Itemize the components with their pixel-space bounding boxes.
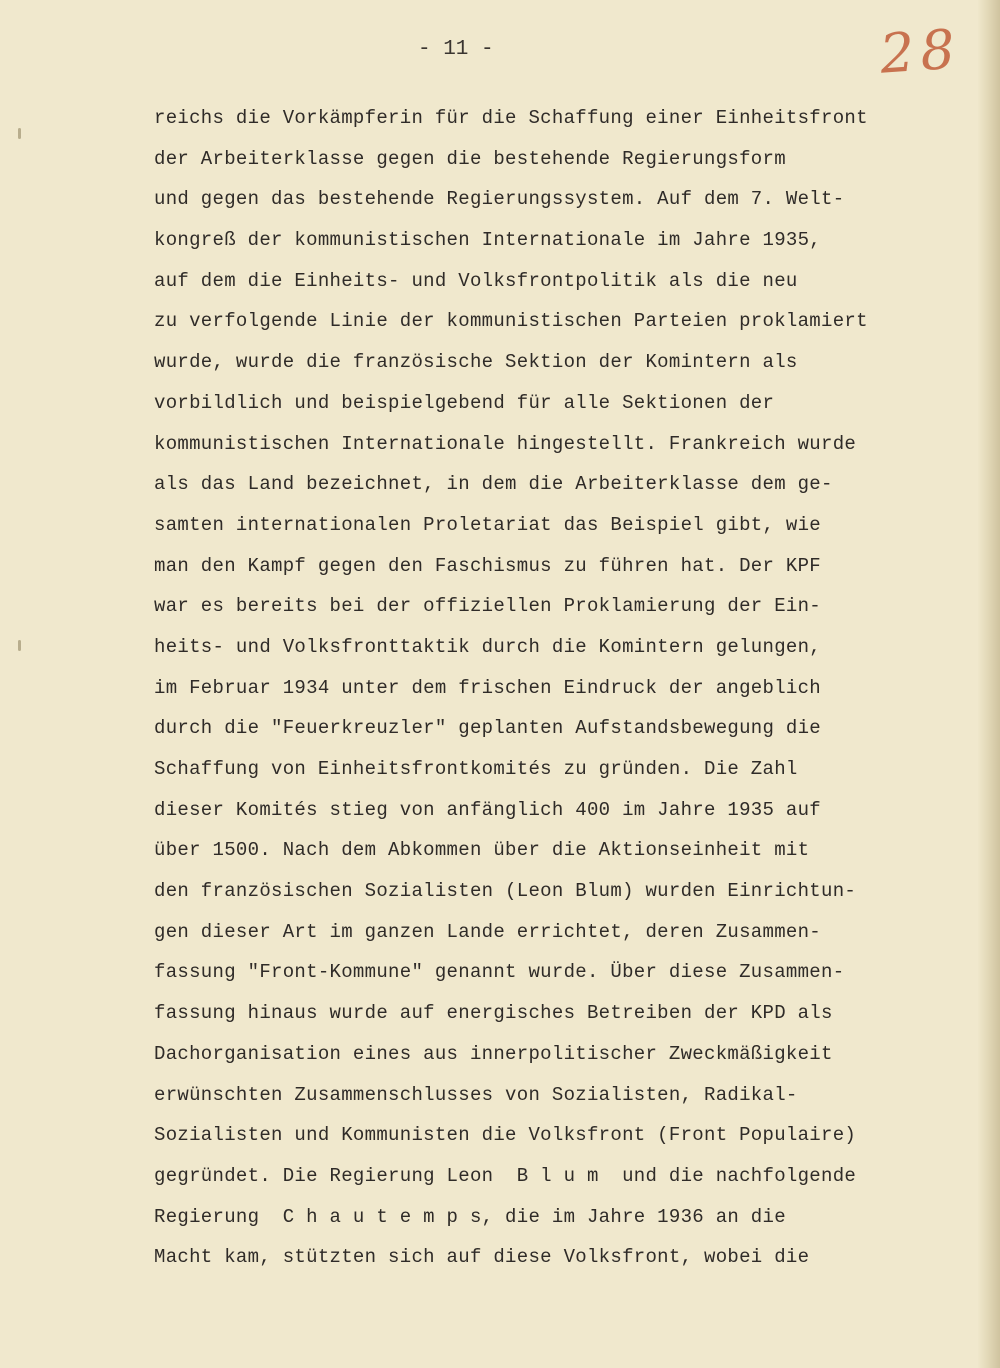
text-line: fassung "Front-Kommune" genannt wurde. Über diese Zusammen- bbox=[154, 961, 845, 984]
text-line: Macht kam, stützten sich auf diese Volksfront, wobei die bbox=[154, 1246, 810, 1269]
text-line: Dachorganisation eines aus innerpolitischer Zweckmäßigkeit bbox=[154, 1042, 833, 1065]
text-line: und gegen das bestehende Regierungssystem. Auf dem 7. Welt- bbox=[154, 188, 845, 211]
text-line: dieser Komités stieg von anfänglich 400 im Jahre 1935 auf bbox=[154, 798, 822, 821]
text-line: kongreß der kommunistischen Internationale im Jahre 1935, bbox=[154, 229, 822, 252]
text-line: gegründet. Die Regierung Leon B l u m und die nachfolgende bbox=[154, 1164, 857, 1187]
text-line: reichs die Vorkämpferin für die Schaffung einer Einheitsfront bbox=[154, 107, 868, 129]
text-line: der Arbeiterklasse gegen die bestehende Regierungsform bbox=[154, 147, 786, 170]
text-line: gen dieser Art im ganzen Lande errichtet, deren Zusammen- bbox=[154, 920, 822, 943]
text-line: auf dem die Einheits- und Volksfrontpolitik als die neu bbox=[154, 269, 798, 292]
text-line: man den Kampf gegen den Faschismus zu führen hat. Der KPF bbox=[154, 554, 822, 577]
text-line: samten internationalen Proletariat das Beispiel gibt, wie bbox=[154, 513, 822, 536]
text-line: Schaffung von Einheitsfrontkomités zu gründen. Die Zahl bbox=[154, 758, 798, 780]
punch-mark bbox=[18, 128, 21, 139]
text-line: kommunistischen Internationale hingestellt. Frankreich wurde bbox=[154, 432, 857, 455]
text-line: den französischen Sozialisten (Leon Blum) wurden Einrichtun- bbox=[154, 880, 857, 903]
text-line: fassung hinaus wurde auf energisches Betreiben der KPD als bbox=[154, 1002, 833, 1025]
page-number: - 11 - bbox=[418, 38, 494, 61]
punch-mark bbox=[18, 640, 21, 651]
paper-edge-shadow bbox=[978, 0, 1000, 1368]
handwritten-archive-number: 28 bbox=[877, 17, 963, 86]
text-line: erwünschten Zusammenschlusses von Sozialisten, Radikal- bbox=[154, 1083, 798, 1106]
text-line: Sozialisten und Kommunisten die Volksfront (Front Populaire) bbox=[154, 1124, 857, 1147]
text-line: war es bereits bei der offiziellen Proklamierung der Ein- bbox=[154, 595, 822, 618]
text-line: über 1500. Nach dem Abkommen über die Aktionseinheit mit bbox=[154, 839, 810, 862]
text-line: im Februar 1934 unter dem frischen Eindruck der angeblich bbox=[154, 676, 822, 699]
text-line: wurde, wurde die französische Sektion der Komintern als bbox=[154, 351, 798, 374]
text-line: vorbildlich und beispielgebend für alle Sektionen der bbox=[154, 391, 775, 414]
text-line: Regierung C h a u t e m p s, die im Jahre 1936 an die bbox=[154, 1205, 786, 1228]
text-line: durch die "Feuerkreuzler" geplanten Aufstandsbewegung die bbox=[154, 717, 822, 740]
text-line: heits- und Volksfronttaktik durch die Komintern gelungen, bbox=[154, 635, 822, 658]
text-line: zu verfolgende Linie der kommunistischen Parteien proklamiert bbox=[154, 310, 868, 333]
text-line: als das Land bezeichnet, in dem die Arbeiterklasse dem ge- bbox=[154, 473, 833, 496]
typed-text-body bbox=[154, 98, 934, 1278]
